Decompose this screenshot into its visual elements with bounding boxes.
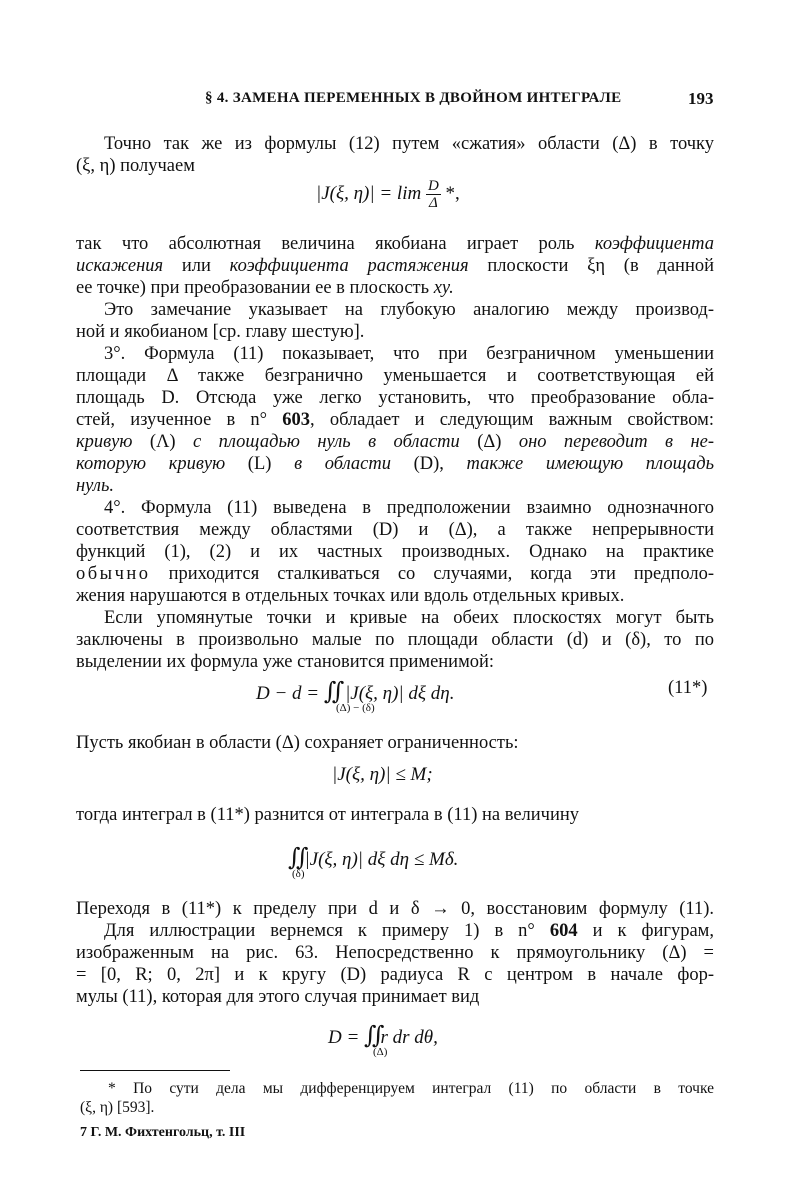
text-line: [76, 431, 714, 453]
formula-bound: |J(ξ, η)| ≤ M;: [332, 764, 433, 785]
text-line: Точно так же из формулы (12) путем «сжатия» области (Δ) в точку: [104, 134, 714, 154]
text-line: выделении их формула уже становится применимой:: [76, 652, 495, 672]
text-line: заключены в произвольно малые по площади области (d) и (δ), то по: [76, 630, 714, 650]
fraction: [426, 178, 441, 211]
text-span: или: [163, 256, 230, 276]
text-line: изображенным на рис. 63. Непосредственно к прямоугольнику (Δ) =: [76, 943, 714, 963]
text-line: нуль.: [76, 476, 115, 496]
text-line: ной и якобианом [ср. главу шестую].: [76, 322, 365, 342]
text-line: [76, 255, 714, 277]
page-number: 193: [688, 89, 714, 108]
running-header: [0, 90, 803, 112]
text-span: (D),: [390, 454, 467, 474]
text-line: площадь D. Отсюда уже легко установить, что преобразование обла-: [76, 388, 714, 408]
text-line: (ξ, η) получаем: [76, 156, 195, 176]
printer-signature: 7 Г. М. Фихтенгольц, т. III: [80, 1125, 246, 1140]
formula-jacobian-limit: [316, 178, 460, 211]
text-span: которую кривую: [76, 454, 226, 474]
text-span: (Δ): [459, 432, 519, 452]
text-span: коэффициента: [594, 234, 714, 254]
fraction-denominator: Δ: [428, 195, 438, 211]
integral-domain: (Δ): [373, 1046, 388, 1058]
text-span: стей, изученное в n°: [76, 410, 283, 430]
text-span: (L): [225, 454, 295, 474]
text-line: [76, 453, 714, 475]
text-line: [76, 409, 714, 431]
text-span: оно переводит в не-: [518, 432, 714, 452]
text-span: с площадью нуль в области: [193, 432, 460, 452]
formula-rhs: |J(ξ, η)| dξ dη.: [340, 683, 455, 704]
text-span: плоскости ξη (в данной: [468, 256, 714, 276]
double-integral-sign: ∬: [364, 1023, 381, 1049]
text-line: [104, 920, 714, 942]
footnote-line: (ξ, η) [593].: [80, 1099, 155, 1116]
double-integral-sign: ∬: [288, 845, 305, 871]
formula-star: *,: [445, 182, 460, 204]
text-line: тогда интеграл в (11*) разнится от интеграла в (11) на величину: [76, 805, 580, 825]
section-title: § 4. ЗАМЕНА ПЕРЕМЕННЫХ В ДВОЙНОМ ИНТЕГРАЛЕ: [205, 90, 622, 106]
formula-lhs: |J(ξ, η)| = lim: [316, 182, 422, 204]
formula-rhs: |J(ξ, η)| dξ dη ≤ Mδ.: [304, 849, 459, 870]
text-span: так что абсолютная величина якобиана играет роль: [76, 234, 595, 254]
text-line: функций (1), (2) и их частных производных. Однако на практике: [76, 542, 714, 562]
integral-domain: (δ): [292, 868, 305, 880]
fraction-numerator: D: [427, 178, 439, 194]
double-integral-sign: ∬: [323, 679, 341, 705]
text-span: искажения: [76, 256, 164, 276]
formula-lhs: D − d =: [256, 683, 324, 704]
equation-number: (11*): [668, 678, 708, 698]
text-span: также имеющую площадь: [466, 454, 715, 474]
text-span: и к фигурам,: [577, 921, 714, 941]
text-span: Для иллюстрации вернемся к примеру 1) в n°: [104, 921, 550, 941]
spaced-emphasis: обычно: [76, 564, 151, 584]
text-line: Это замечание указывает на глубокую аналогию между производ-: [104, 300, 714, 320]
text-span: , обладает и следующим важным свойством:: [310, 410, 714, 430]
text-line: 3°. Формула (11) показывает, что при безграничном уменьшении: [104, 344, 714, 364]
footnote-separator: [80, 1070, 230, 1071]
text-span: ее точке) при преобразовании ее в плоскость: [76, 278, 434, 298]
text-line: соответствия между областями (D) и (Δ), а также непрерывности: [76, 520, 714, 540]
formula-integral-estimate: [288, 843, 458, 872]
integral-domain: (Δ) − (δ): [336, 702, 375, 714]
text-line: 4°. Формула (11) выведена в предположении взаимно однозначного: [104, 498, 714, 518]
text-line: Переходя в (11*) к пределу при d и δ → 0, восстановим формулу (11).: [76, 899, 714, 919]
text-span: коэффициента растяжения: [229, 256, 469, 276]
text-line: мулы (11), которая для этого случая принимает вид: [76, 987, 480, 1007]
text-line: = [0, R; 0, 2π] и к кругу (D) радиуса R с центром в начале фор-: [76, 965, 714, 985]
formula-lhs: D =: [328, 1027, 365, 1048]
text-span: (Λ): [132, 432, 194, 452]
text-span: кривую: [76, 432, 133, 452]
text-line: [76, 233, 714, 255]
footnote-line: * По сути дела мы дифференцируем интеграл (11) по области в точке: [108, 1080, 714, 1097]
text-span: xy.: [433, 278, 454, 298]
text-span: в области: [294, 454, 391, 474]
text-span: приходится сталкиваться со случаями, когда эти предполо-: [150, 564, 714, 584]
text-line: Пусть якобиан в области (Δ) сохраняет ограниченность:: [76, 733, 519, 753]
text-line: [76, 563, 714, 585]
text-line: жения нарушаются в отдельных точках или вдоль отдельных кривых.: [76, 586, 625, 606]
text-line: [76, 277, 714, 299]
text-line: Если упомянутые точки и кривые на обеих плоскостях могут быть: [104, 608, 714, 628]
formula-rhs: r dr dθ,: [380, 1027, 438, 1048]
section-reference: 604: [549, 921, 578, 941]
section-reference: 603: [282, 410, 311, 430]
text-line: площади Δ также безгранично уменьшается и соответствующая ей: [76, 366, 714, 386]
